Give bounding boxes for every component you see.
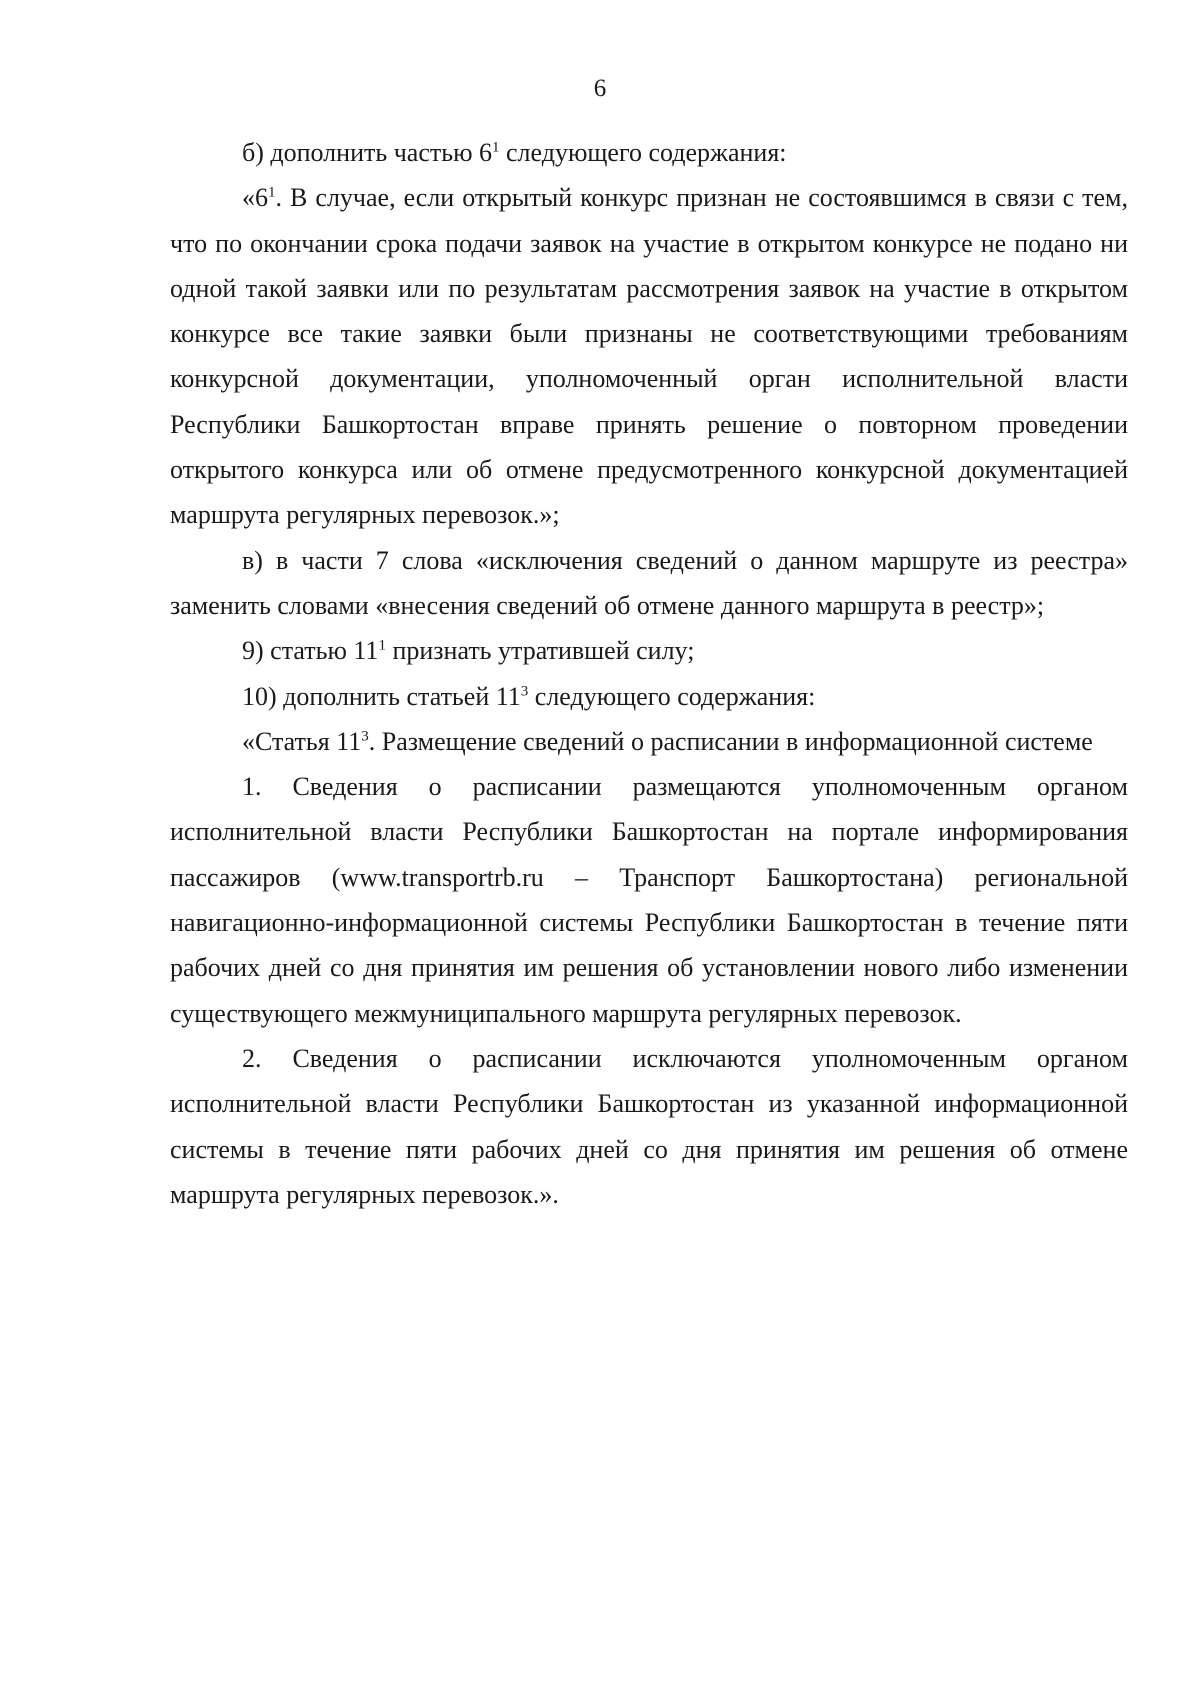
paragraph-text: 9) статью 11 [242,636,379,666]
paragraph-text: «6 [242,183,268,213]
paragraph-amendment-v: в) в части 7 слова «исключения сведений о данном маршруте из реестра» заменить словами «внесения сведений об отмене данного маршрута в реестр»; [170,545,1128,620]
paragraph-part-6-1 [170,175,1128,537]
page-number: 6 [593,75,607,102]
superscript: 3 [361,728,369,745]
paragraph-text: 10) дополнить статьей 11 [242,681,521,711]
paragraph-text: «Статья 11 [242,726,362,756]
paragraph-text: . В случае, если открытый конкурс признан не состоявшимся в связи с тем, что по окончании срока подачи заявок на участие в открытом конкурсе не подано ни одной такой заявки или по результатам рассмотрения заявок на участие в открытом конкурсе все такие заявки были признаны не соответствующими требованиям конкурсной документации, уполномоченный орган исполнительной власти Республики Башкортостан вправе принять решение о повторном проведении открытого конкурса или об отмене предусмотренного конкурсной документацией маршрута регулярных перевозок.»; [170,183,1128,530]
superscript: 1 [378,637,386,654]
paragraph-text: признать утратившей силу; [385,636,695,666]
superscript: 1 [492,139,500,156]
article-11-3-part-1: 1. Сведения о расписании размещаются уполномоченным органом исполнительной власти Республики Башкортостан на портале информирования пассажиров (www.transportrb.ru – Транспорт Башкортостана) региональной навигационно-информационной системы Республики Башкортостан в течение пяти рабочих дней со дня принятия им решения об установлении нового либо изменении существующего межмуниципального маршрута регулярных перевозок. [170,772,1128,1028]
paragraph-text: следующего содержания: [499,138,787,167]
superscript: 3 [520,682,529,699]
paragraph-item-9 [170,628,1128,673]
paragraph-text: . Размещение сведений о расписании в информационной системе [368,726,1093,756]
superscript: 1 [268,184,276,201]
paragraph-item-10 [170,674,1128,719]
paragraph-text: следующего содержания: [528,681,816,711]
paragraph-amendment-b [170,130,1128,175]
article-11-3-heading [170,719,1128,764]
article-11-3-part-2: 2. Сведения о расписании исключаются уполномоченным органом исполнительной власти Республики Башкортостан из указанной информационной системы в течение пяти рабочих дней со дня принятия им решения об отмене маршрута регулярных перевозок.». [170,1043,1128,1209]
paragraph-text: б) дополнить частью 6 [242,138,493,167]
document-body [170,130,1128,1217]
